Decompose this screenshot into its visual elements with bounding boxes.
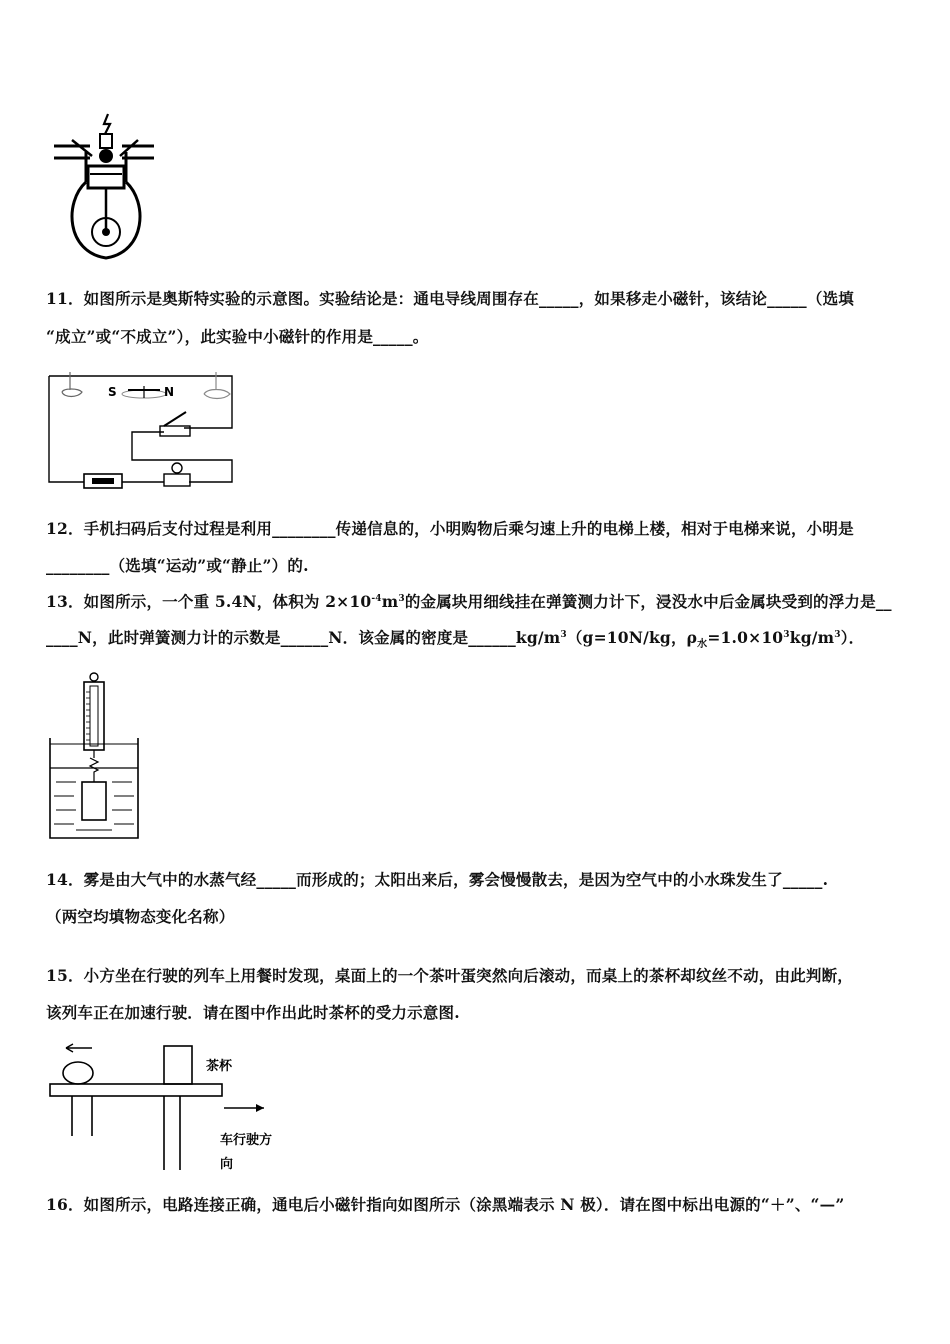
q13-line-1 — [46, 590, 892, 612]
q11-line-1: 11．如图所示是奥斯特实验的示意图。实验结论是：通电导线周围存在_____，如果移走小磁针，该结论_____（选填 — [46, 289, 854, 308]
q13-line-2-d: kg/m — [789, 628, 835, 647]
q13-line-2-c: =1.0×10 — [707, 628, 784, 647]
q15-line-1: 15．小方坐在行驶的列车上用餐时发现，桌面上的一个茶叶蛋突然向后滚动，而桌上的茶杯却纹丝不动，由此判断， — [46, 966, 853, 985]
oersted-circuit-figure — [44, 368, 244, 490]
q13-line-2-exp3: 3 — [834, 629, 841, 640]
q13-line-2 — [46, 626, 864, 650]
q15-line-2: 该列车正在加速行驶．请在图中作出此时茶杯的受力示意图. — [46, 1003, 460, 1022]
direction-label-2: 向 — [220, 1157, 234, 1172]
q13-line-1-c: 的金属块用细线挂在弹簧测力计下，浸没水中后金属块受到的浮力是__ — [404, 592, 892, 611]
q16-line-1: 16．如图所示，电路连接正确，通电后小磁针指向如图所示（涂黑端表示 N 极）．请在图中标出电源的“＋”、“—” — [46, 1195, 845, 1214]
q13-line-2-b: （g=10N/kg，ρ — [566, 628, 698, 647]
q13-line-1-a: 13．如图所示，一个重 5.4N，体积为 2×10 — [46, 592, 372, 611]
q13-line-2-a: ____N，此时弹簧测力计的示数是______N．该金属的密度是______kg/m — [46, 628, 561, 647]
q13-line-2-e: ）． — [840, 628, 865, 647]
train-table-figure — [46, 1040, 296, 1180]
q13-line-2-sub: 水 — [697, 639, 708, 651]
compass-label-n: N — [164, 385, 175, 399]
train-table-diagram — [46, 1040, 296, 1180]
q14-line-1: 14．雾是由大气中的水蒸气经_____而形成的；太阳出来后，雾会慢慢散去，是因为空气中的小水珠发生了_____. — [46, 870, 829, 889]
engine-cylinder-figure — [50, 112, 160, 267]
q12-line-1: 12．手机扫码后支付过程是利用________传递信息的，小明购物后乘匀速上升的电梯上楼，相对于电梯来说，小明是 — [46, 519, 854, 538]
cup-label: 茶杯 — [206, 1059, 233, 1074]
compass-label-s: S — [108, 385, 117, 399]
spring-scale-beaker-diagram — [46, 672, 142, 844]
q12-line-2: ________（选填“运动”或“静止”）的. — [46, 556, 309, 575]
q13-line-1-exp2: 3 — [398, 593, 405, 604]
q13-line-2-exp: 3 — [560, 629, 567, 640]
q13-line-2-exp2: 3 — [783, 629, 790, 640]
q14-line-2: （两空均填物态变化名称） — [46, 907, 235, 926]
spring-scale-beaker-figure — [46, 672, 142, 844]
q11-line-2: “成立”或“不成立”），此实验中小磁针的作用是_____。 — [46, 327, 429, 346]
q13-line-1-b: m — [381, 592, 399, 611]
q13-line-1-exp: -4 — [371, 593, 382, 604]
oersted-circuit-diagram — [44, 368, 244, 490]
engine-cylinder-diagram — [50, 112, 160, 267]
direction-label-1: 车行驶方 — [220, 1133, 273, 1148]
